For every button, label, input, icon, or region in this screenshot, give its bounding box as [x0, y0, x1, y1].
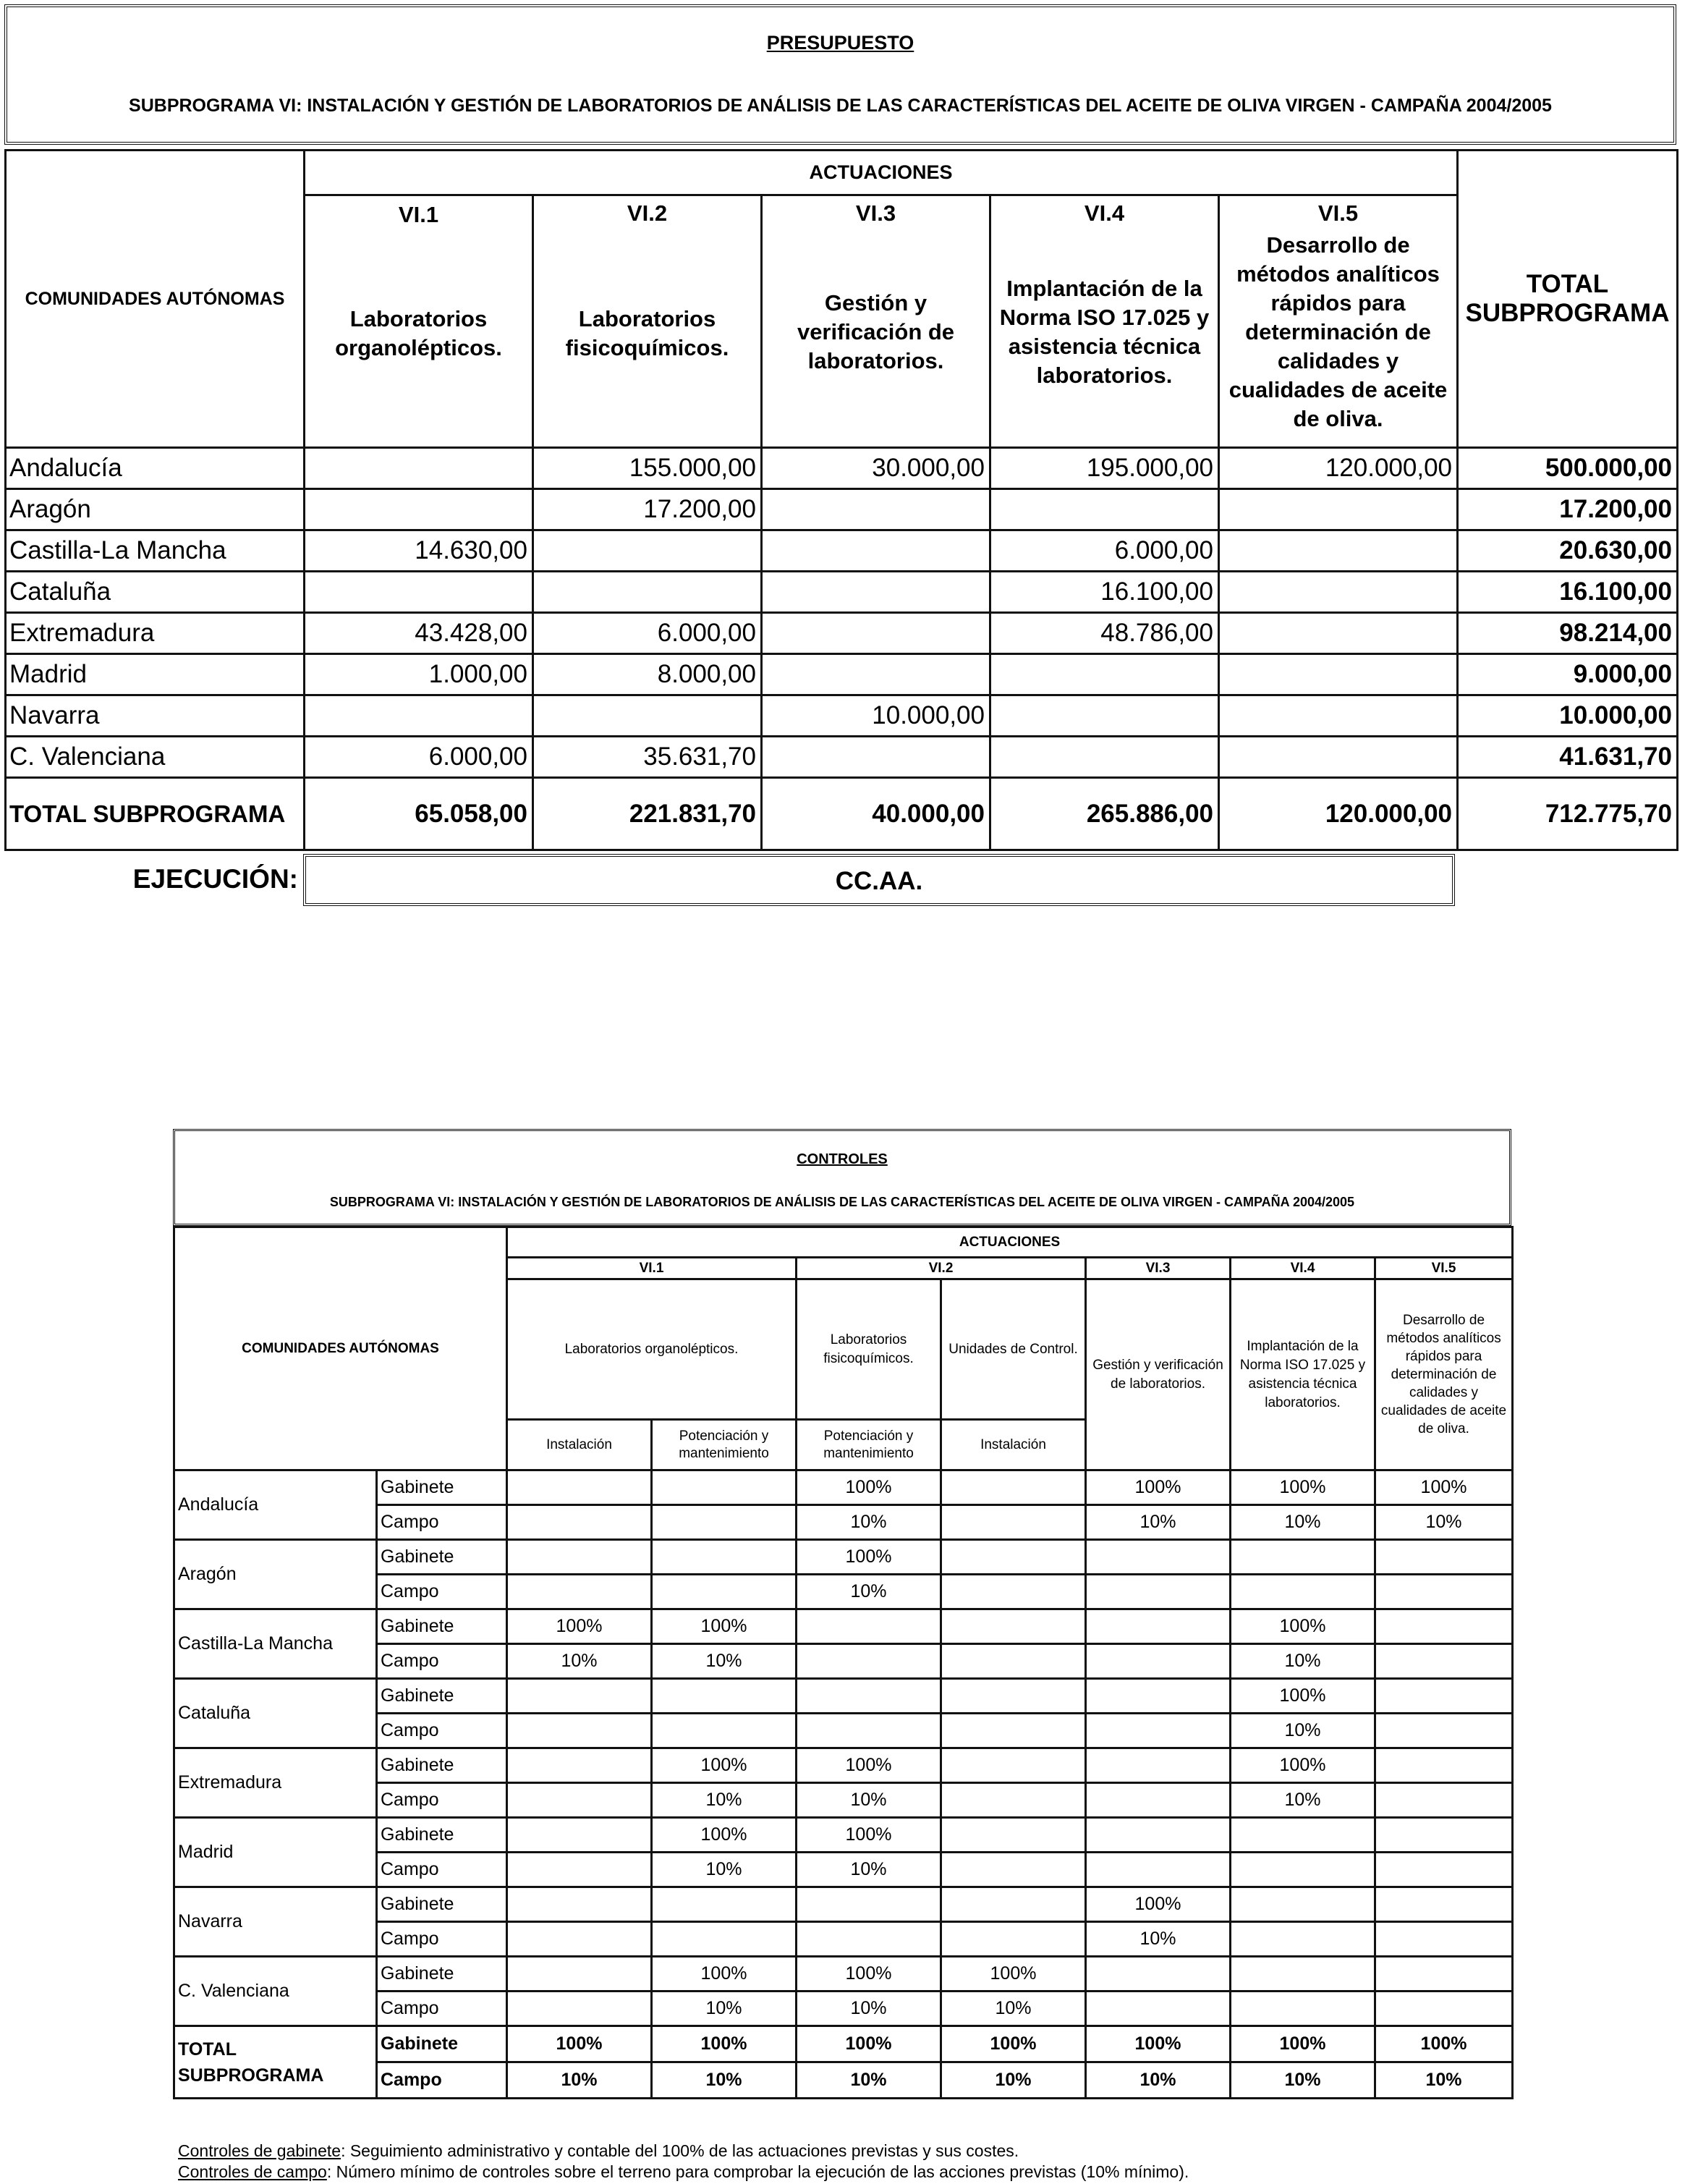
pct-cell	[507, 1575, 652, 1609]
pct-cell	[507, 1679, 652, 1714]
row-type: Campo	[377, 2062, 507, 2099]
pct-cell	[1086, 1575, 1231, 1609]
pct-cell	[941, 1853, 1086, 1887]
controles-actuaciones-header: ACTUACIONES	[507, 1227, 1513, 1258]
total-pct: 10%	[652, 2062, 797, 2099]
pct-cell	[652, 1575, 797, 1609]
pct-cell	[1231, 1575, 1375, 1609]
region-name: Andalucía	[174, 1470, 377, 1540]
pct-cell	[941, 1714, 1086, 1748]
pct-cell	[1375, 1609, 1513, 1644]
pct-cell	[652, 1505, 797, 1540]
value-cell	[762, 572, 990, 613]
row-type: Gabinete	[377, 1609, 507, 1644]
controles-code-vi3: VI.3	[1086, 1258, 1231, 1279]
pct-cell	[1231, 1540, 1375, 1575]
presupuesto-row	[6, 737, 1678, 778]
presupuesto-row	[6, 489, 1678, 530]
row-type: Campo	[377, 1783, 507, 1818]
row-type: Campo	[377, 1853, 507, 1887]
total-pct: 10%	[797, 2062, 941, 2099]
total-cell: 120.000,00	[1219, 778, 1458, 850]
pct-cell	[797, 1679, 941, 1714]
ejecucion-box	[303, 854, 1455, 906]
presupuesto-actuaciones-header: ACTUACIONES	[305, 151, 1458, 195]
pct-cell	[507, 1853, 652, 1887]
presupuesto-row	[6, 695, 1678, 737]
pct-cell	[941, 1818, 1086, 1853]
pct-cell	[1375, 1783, 1513, 1818]
pct-cell: 10%	[797, 1853, 941, 1887]
region-name: Madrid	[174, 1818, 377, 1887]
pct-cell	[1231, 1818, 1375, 1853]
value-cell	[762, 737, 990, 778]
pct-cell: 10%	[1086, 1505, 1231, 1540]
pct-cell: 100%	[652, 1818, 797, 1853]
pct-cell	[652, 1714, 797, 1748]
pct-cell	[1375, 1644, 1513, 1679]
subhead-potenciacion: Potenciación y mantenimiento	[652, 1420, 797, 1470]
controles-code-vi2: VI.2	[797, 1258, 1086, 1279]
value-cell	[305, 448, 533, 489]
total-cell: 65.058,00	[305, 778, 533, 850]
row-type: Campo	[377, 1714, 507, 1748]
total-cell: 221.831,70	[533, 778, 762, 850]
subhead-instalacion: Instalación	[941, 1420, 1086, 1470]
pct-cell	[652, 1540, 797, 1575]
value-cell: 10.000,00	[762, 695, 990, 737]
pct-cell	[1231, 1957, 1375, 1992]
presupuesto-row	[6, 654, 1678, 695]
value-cell	[762, 489, 990, 530]
pct-cell	[1086, 1748, 1231, 1783]
presupuesto-table	[4, 149, 1678, 851]
controles-row-gabinete	[174, 1540, 1513, 1575]
ejecucion-row	[4, 854, 1455, 906]
value-cell: 16.100,00	[990, 572, 1219, 613]
value-cell: 8.000,00	[533, 654, 762, 695]
pct-cell: 10%	[797, 1505, 941, 1540]
pct-cell: 10%	[1231, 1644, 1375, 1679]
pct-cell	[507, 1470, 652, 1505]
pct-cell	[941, 1575, 1086, 1609]
pct-cell: 100%	[652, 1748, 797, 1783]
pct-cell	[941, 1609, 1086, 1644]
pct-cell	[1086, 1957, 1231, 1992]
pct-cell	[507, 1783, 652, 1818]
total-pct: 10%	[941, 2062, 1086, 2099]
value-cell: 6.000,00	[533, 613, 762, 654]
pct-cell: 100%	[797, 1748, 941, 1783]
pct-cell: 10%	[652, 1853, 797, 1887]
pct-cell	[1086, 1609, 1231, 1644]
presupuesto-row	[6, 613, 1678, 654]
pct-cell	[652, 1679, 797, 1714]
row-type: Gabinete	[377, 1887, 507, 1922]
pct-cell: 100%	[507, 1609, 652, 1644]
pct-cell	[1231, 1853, 1375, 1887]
controles-code-vi4: VI.4	[1231, 1258, 1375, 1279]
pct-cell	[1086, 1540, 1231, 1575]
value-cell	[533, 572, 762, 613]
pct-cell	[507, 1748, 652, 1783]
pct-cell	[507, 1887, 652, 1922]
pct-cell	[941, 1644, 1086, 1679]
presupuesto-row	[6, 572, 1678, 613]
region-name: Aragón	[174, 1540, 377, 1609]
pct-cell: 100%	[941, 1957, 1086, 1992]
pct-cell	[941, 1783, 1086, 1818]
value-cell	[1219, 572, 1458, 613]
controles-row-gabinete	[174, 1748, 1513, 1783]
presupuesto-subtitle: SUBPROGRAMA VI: INSTALACIÓN Y GESTIÓN DE LABORATORIOS DE ANÁLISIS DE LAS CARACTERÍSTICAS DEL ACEITE DE OLIVA VIRGEN - CAMPAÑA 2004/2005	[129, 96, 1552, 116]
pct-cell	[1086, 1714, 1231, 1748]
pct-cell: 100%	[1231, 1748, 1375, 1783]
pct-cell: 100%	[1375, 1470, 1513, 1505]
controles-row-gabinete	[174, 1609, 1513, 1644]
value-cell	[533, 695, 762, 737]
presupuesto-col-vi1: VI.1 Laboratorios organolépticos.	[305, 195, 533, 448]
footnotes	[178, 2141, 1189, 2183]
note-gabinete	[178, 2141, 1189, 2162]
pct-cell	[797, 1609, 941, 1644]
row-type: Gabinete	[377, 1957, 507, 1992]
value-cell	[762, 613, 990, 654]
total-pct: 100%	[797, 2026, 941, 2062]
pct-cell	[1375, 1679, 1513, 1714]
total-pct: 10%	[1375, 2062, 1513, 2099]
pct-cell	[652, 1887, 797, 1922]
pct-cell: 10%	[1231, 1505, 1375, 1540]
pct-cell	[1086, 1818, 1231, 1853]
pct-cell	[1231, 1922, 1375, 1957]
total-pct: 10%	[1086, 2062, 1231, 2099]
pct-cell	[941, 1470, 1086, 1505]
pct-cell: 10%	[941, 1992, 1086, 2026]
pct-cell	[941, 1540, 1086, 1575]
pct-cell	[941, 1887, 1086, 1922]
pct-cell: 100%	[1231, 1609, 1375, 1644]
pct-cell	[941, 1748, 1086, 1783]
controles-title-box	[173, 1129, 1511, 1226]
value-cell	[1219, 530, 1458, 572]
controles-desc-vi3: Gestión y verificación de laboratorios.	[1086, 1279, 1231, 1470]
presupuesto-col-vi3: VI.3 Gestión y verificación de laboratorios.	[762, 195, 990, 448]
pct-cell: 10%	[1231, 1714, 1375, 1748]
row-type: Campo	[377, 1575, 507, 1609]
pct-cell	[941, 1922, 1086, 1957]
presupuesto-comunidades-header: COMUNIDADES AUTÓNOMAS	[6, 151, 305, 448]
presupuesto-row	[6, 448, 1678, 489]
row-type: Gabinete	[377, 1470, 507, 1505]
pct-cell	[1086, 1992, 1231, 2026]
total-pct: 100%	[507, 2026, 652, 2062]
controles-desc-vi1: Laboratorios organolépticos.	[507, 1279, 797, 1420]
pct-cell	[1375, 1853, 1513, 1887]
pct-cell	[1375, 1748, 1513, 1783]
controles-code-vi5: VI.5	[1375, 1258, 1513, 1279]
region-name: Navarra	[174, 1887, 377, 1957]
row-total: 98.214,00	[1458, 613, 1678, 654]
pct-cell: 10%	[1231, 1783, 1375, 1818]
total-label: TOTAL SUBPROGRAMA	[174, 2026, 377, 2099]
value-cell	[1219, 654, 1458, 695]
pct-cell: 10%	[1086, 1922, 1231, 1957]
value-cell: 43.428,00	[305, 613, 533, 654]
row-total: 16.100,00	[1458, 572, 1678, 613]
controles-title: CONTROLES	[797, 1151, 888, 1167]
region-name: Extremadura	[174, 1748, 377, 1818]
pct-cell: 100%	[1086, 1470, 1231, 1505]
pct-cell: 100%	[652, 1609, 797, 1644]
value-cell	[990, 737, 1219, 778]
value-cell: 48.786,00	[990, 613, 1219, 654]
pct-cell	[797, 1644, 941, 1679]
region-name: Castilla-La Mancha	[6, 530, 305, 572]
row-type: Campo	[377, 1505, 507, 1540]
region-name: Cataluña	[6, 572, 305, 613]
pct-cell: 100%	[797, 1818, 941, 1853]
pct-cell	[507, 1540, 652, 1575]
pct-cell	[1375, 1540, 1513, 1575]
row-total: 20.630,00	[1458, 530, 1678, 572]
presupuesto-title-box	[4, 4, 1676, 145]
total-pct: 100%	[652, 2026, 797, 2062]
row-total: 17.200,00	[1458, 489, 1678, 530]
pct-cell	[941, 1679, 1086, 1714]
pct-cell	[1375, 1922, 1513, 1957]
pct-cell: 10%	[797, 1992, 941, 2026]
pct-cell	[1375, 1887, 1513, 1922]
region-name: Aragón	[6, 489, 305, 530]
presupuesto-total-row	[6, 778, 1678, 850]
subhead-instalacion: Instalación	[507, 1420, 652, 1470]
region-name: Andalucía	[6, 448, 305, 489]
pct-cell	[1231, 1992, 1375, 2026]
row-type: Gabinete	[377, 1748, 507, 1783]
pct-cell	[1375, 1992, 1513, 2026]
pct-cell: 10%	[1375, 1505, 1513, 1540]
pct-cell	[797, 1922, 941, 1957]
value-cell: 14.630,00	[305, 530, 533, 572]
value-cell	[1219, 737, 1458, 778]
note-campo-term: Controles de campo	[178, 2162, 327, 2181]
total-pct: 10%	[1231, 2062, 1375, 2099]
pct-cell: 100%	[1086, 1887, 1231, 1922]
pct-cell: 10%	[652, 1992, 797, 2026]
row-type: Campo	[377, 1644, 507, 1679]
presupuesto-col-vi5: VI.5 Desarrollo de métodos analíticos rápidos para determinación de calidades y cualidades de aceite de oliva.	[1219, 195, 1458, 448]
note-campo	[178, 2162, 1189, 2183]
value-cell: 35.631,70	[533, 737, 762, 778]
value-cell: 6.000,00	[305, 737, 533, 778]
pct-cell	[1375, 1957, 1513, 1992]
controles-row-gabinete	[174, 1818, 1513, 1853]
pct-cell: 10%	[652, 1644, 797, 1679]
region-name: Extremadura	[6, 613, 305, 654]
region-name: Madrid	[6, 654, 305, 695]
row-total: 9.000,00	[1458, 654, 1678, 695]
row-type: Gabinete	[377, 2026, 507, 2062]
pct-cell: 100%	[797, 1470, 941, 1505]
value-cell	[762, 530, 990, 572]
row-type: Gabinete	[377, 1540, 507, 1575]
controles-desc-vi2b: Unidades de Control.	[941, 1279, 1086, 1420]
presupuesto-total-header: TOTAL SUBPROGRAMA	[1458, 151, 1678, 448]
pct-cell	[941, 1505, 1086, 1540]
ejecucion-label: EJECUCIÓN:	[132, 864, 298, 894]
total-pct: 10%	[507, 2062, 652, 2099]
region-name: Castilla-La Mancha	[174, 1609, 377, 1679]
value-cell	[1219, 695, 1458, 737]
pct-cell	[1086, 1644, 1231, 1679]
total-pct: 100%	[1375, 2026, 1513, 2062]
pct-cell: 10%	[797, 1575, 941, 1609]
value-cell: 17.200,00	[533, 489, 762, 530]
row-type: Gabinete	[377, 1679, 507, 1714]
region-name: C. Valenciana	[6, 737, 305, 778]
value-cell	[305, 695, 533, 737]
row-total: 10.000,00	[1458, 695, 1678, 737]
controles-code-vi1: VI.1	[507, 1258, 797, 1279]
value-cell	[305, 489, 533, 530]
note-campo-text: : Número mínimo de controles sobre el terreno para comprobar la ejecución de las acciones previstas (10% mínimo).	[326, 2162, 1189, 2181]
pct-cell: 100%	[797, 1540, 941, 1575]
value-cell	[990, 489, 1219, 530]
pct-cell: 100%	[1231, 1679, 1375, 1714]
controles-desc-vi5: Desarrollo de métodos analíticos rápidos para determinación de calidades y cualidades de aceite de oliva.	[1375, 1279, 1513, 1470]
value-cell: 155.000,00	[533, 448, 762, 489]
total-label: TOTAL SUBPROGRAMA	[6, 778, 305, 850]
pct-cell: 10%	[797, 1783, 941, 1818]
pct-cell	[797, 1887, 941, 1922]
pct-cell	[652, 1922, 797, 1957]
value-cell	[305, 572, 533, 613]
value-cell	[1219, 489, 1458, 530]
pct-cell: 100%	[1231, 1470, 1375, 1505]
note-gabinete-term: Controles de gabinete	[178, 2141, 341, 2160]
value-cell	[990, 654, 1219, 695]
ejecucion-value: CC.AA.	[835, 867, 923, 895]
value-cell	[990, 695, 1219, 737]
grand-total: 712.775,70	[1458, 778, 1678, 850]
pct-cell	[507, 1922, 652, 1957]
pct-cell	[1231, 1887, 1375, 1922]
pct-cell	[1086, 1679, 1231, 1714]
pct-cell	[507, 1818, 652, 1853]
value-cell: 6.000,00	[990, 530, 1219, 572]
value-cell: 120.000,00	[1219, 448, 1458, 489]
total-cell: 40.000,00	[762, 778, 990, 850]
controles-row-gabinete	[174, 1957, 1513, 1992]
presupuesto-col-vi4: VI.4 Implantación de la Norma ISO 17.025 y asistencia técnica laboratorios.	[990, 195, 1219, 448]
presupuesto-title: PRESUPUESTO	[766, 32, 914, 54]
total-pct: 100%	[1231, 2026, 1375, 2062]
value-cell: 1.000,00	[305, 654, 533, 695]
row-type: Gabinete	[377, 1818, 507, 1853]
pct-cell	[1375, 1575, 1513, 1609]
row-type: Campo	[377, 1992, 507, 2026]
value-cell: 195.000,00	[990, 448, 1219, 489]
total-pct: 100%	[1086, 2026, 1231, 2062]
pct-cell	[507, 1714, 652, 1748]
pct-cell	[797, 1714, 941, 1748]
row-type: Campo	[377, 1922, 507, 1957]
pct-cell	[1086, 1783, 1231, 1818]
controles-desc-vi2a: Laboratorios fisicoquímicos.	[797, 1279, 941, 1420]
pct-cell	[507, 1992, 652, 2026]
controles-row-gabinete	[174, 1887, 1513, 1922]
controles-subtitle: SUBPROGRAMA VI: INSTALACIÓN Y GESTIÓN DE LABORATORIOS DE ANÁLISIS DE LAS CARACTERÍSTICAS DEL ACEITE DE OLIVA VIRGEN - CAMPAÑA 2004/2005	[329, 1195, 1355, 1209]
row-total: 500.000,00	[1458, 448, 1678, 489]
subhead-potenciacion: Potenciación y mantenimiento	[797, 1420, 941, 1470]
region-name: Cataluña	[174, 1679, 377, 1748]
pct-cell: 100%	[652, 1957, 797, 1992]
region-name: Navarra	[6, 695, 305, 737]
total-pct: 100%	[941, 2026, 1086, 2062]
presupuesto-row	[6, 530, 1678, 572]
value-cell	[533, 530, 762, 572]
controles-total-gabinete	[174, 2026, 1513, 2062]
pct-cell	[1086, 1853, 1231, 1887]
pct-cell	[652, 1470, 797, 1505]
total-cell: 265.886,00	[990, 778, 1219, 850]
pct-cell	[1375, 1714, 1513, 1748]
pct-cell: 100%	[797, 1957, 941, 1992]
presupuesto-col-vi2: VI.2 Laboratorios fisicoquímicos.	[533, 195, 762, 448]
pct-cell: 10%	[507, 1644, 652, 1679]
controles-desc-vi4: Implantación de la Norma ISO 17.025 y asistencia técnica laboratorios.	[1231, 1279, 1375, 1470]
value-cell: 30.000,00	[762, 448, 990, 489]
controles-table	[173, 1226, 1514, 2099]
controles-row-gabinete	[174, 1679, 1513, 1714]
value-cell	[1219, 613, 1458, 654]
value-cell	[762, 654, 990, 695]
controles-comunidades-header: COMUNIDADES AUTÓNOMAS	[174, 1227, 507, 1470]
pct-cell	[1375, 1818, 1513, 1853]
row-total: 41.631,70	[1458, 737, 1678, 778]
region-name: C. Valenciana	[174, 1957, 377, 2026]
controles-row-gabinete	[174, 1470, 1513, 1505]
pct-cell	[507, 1505, 652, 1540]
note-gabinete-text: : Seguimiento administrativo y contable del 100% de las actuaciones previstas y sus costes.	[341, 2141, 1019, 2160]
pct-cell: 10%	[652, 1783, 797, 1818]
pct-cell	[507, 1957, 652, 1992]
